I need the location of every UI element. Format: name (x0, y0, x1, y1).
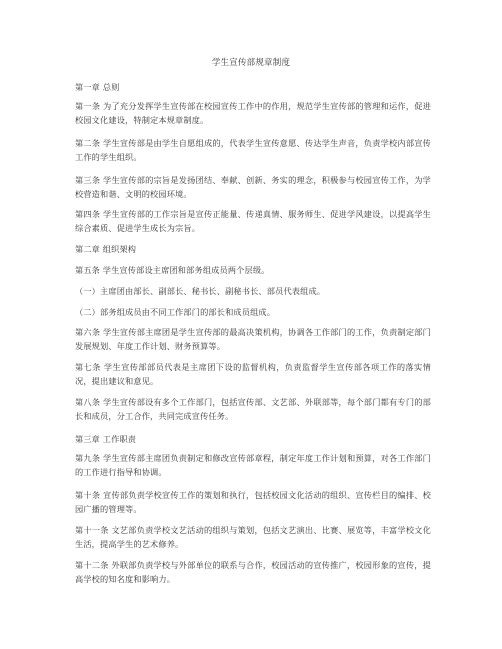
sub-item-paragraph: （一）主席团由部长、副部长、秘书长、副秘书长、部员代表组成。 (75, 286, 326, 296)
article-paragraph: 第二条 学生宣传部是由学生自愿组成的，代表学生宣传意愿、传达学生声音，负责学校内部宣传工作的学生组织。 (75, 138, 431, 162)
article-paragraph: 第六条 学生宣传部主席团是学生宣传部的最高决策机构，协调各工作部门的工作，负责制定部门发展规划、年度工作计划、财务预算等。 (75, 327, 431, 351)
article-paragraph: 第十一条 文艺部负责学校文艺活动的组织与策划，包括文艺演出、比赛、展览等，丰富学校文化生活，提高学生的艺术修养。 (75, 525, 431, 549)
sub-item-paragraph: （二）部务组成员由不同工作部门的部长和成员组成。 (75, 307, 276, 317)
article-paragraph: 第九条 学生宣传部主席团负责制定和修改宣传部章程，制定年度工作计划和预算，对各工作部门的工作进行指导和协调。 (75, 453, 431, 477)
article-paragraph: 第十二条 外联部负责学校与外部单位的联系与合作，校园活动的宣传推广，校园形象的宣传，提高学校的知名度和影响力。 (75, 560, 431, 584)
article-paragraph: 第五条 学生宣传部设主席团和部务组成员两个层级。 (75, 265, 270, 275)
article-paragraph: 第十条 宣传部负责学校宣传工作的策划和执行，包括校园文化活动的组织、宣传栏目的编排、校园广播的管理等。 (75, 490, 431, 514)
chapter-heading: 第一章 总则 (75, 82, 120, 92)
article-paragraph: 第三条 学生宣传部的宗旨是发扬团结、奉献、创新、务实的理念，积极参与校园宣传工作，为学校营造和谐、文明的校园环境。 (75, 175, 431, 199)
article-paragraph: 第八条 学生宣传部设有多个工作部门，包括宣传部、文艺部、外联部等，每个部门都有专门的部长和成员，分工合作，共同完成宣传任务。 (75, 397, 431, 421)
article-paragraph: 第四条 学生宣传部的工作宗旨是宣传正能量、传递真情、服务师生、促进学风建设，以提高学生综合素质、促进学生成长为宗旨。 (75, 209, 431, 233)
article-paragraph: 第七条 学生宣传部部员代表是主席团下设的监督机构，负责监督学生宣传部各项工作的落实情况，提出建议和意见。 (75, 362, 431, 386)
chapter-heading: 第二章 组织架构 (75, 244, 137, 254)
article-paragraph: 第一条 为了充分发挥学生宣传部在校园宣传工作中的作用，规范学生宣传部的管理和运作，促进校园文化建设，特制定本规章制度。 (75, 101, 431, 125)
chapter-heading: 第三章 工作职责 (75, 434, 137, 444)
document-title: 学生宣传部规章制度 (211, 58, 291, 68)
